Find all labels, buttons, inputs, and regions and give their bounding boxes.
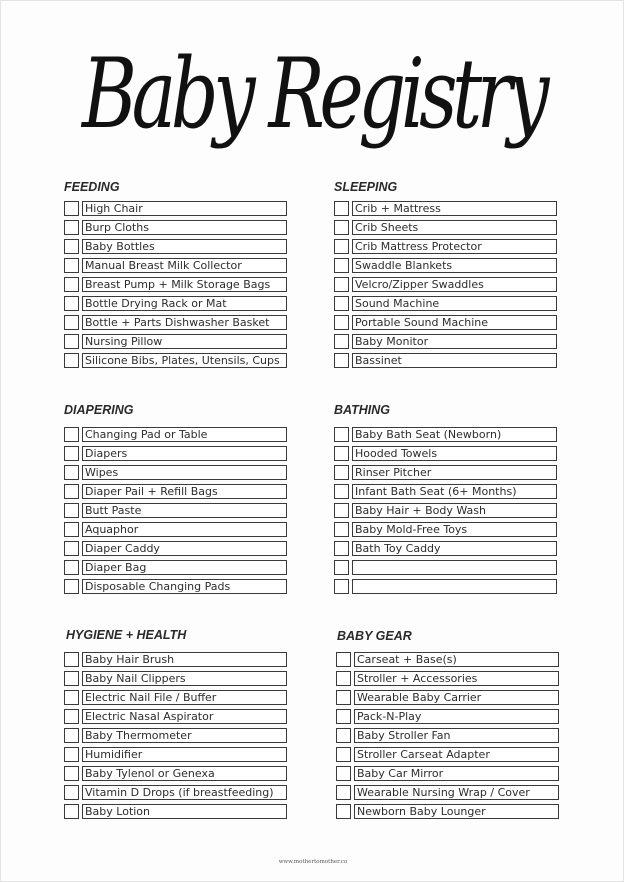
item-label-field[interactable]: Burp Cloths [82,220,287,235]
item-label-field[interactable]: Baby Stroller Fan [354,728,559,743]
list-item [64,427,304,442]
item-checkbox[interactable] [336,785,351,800]
item-label-field[interactable]: Newborn Baby Lounger [354,804,559,819]
item-checkbox[interactable] [334,258,349,273]
list-item [334,353,574,368]
list-item [64,652,304,667]
item-label-field[interactable]: Infant Bath Seat (6+ Months) [352,484,557,499]
item-label-field[interactable]: Electric Nasal Aspirator [82,709,287,724]
list-item [334,334,574,349]
list-item [64,315,304,330]
item-label-field[interactable]: Swaddle Blankets [352,258,557,273]
list-item [64,785,304,800]
list-item [334,315,574,330]
list-item [336,690,576,705]
item-label-field[interactable]: Baby Tylenol or Genexa [82,766,287,781]
item-label-field[interactable]: Changing Pad or Table [82,427,287,442]
item-checkbox[interactable] [334,484,349,499]
list-item [336,652,576,667]
list-item [64,201,304,216]
list-item [336,709,576,724]
item-label-field[interactable]: Nursing Pillow [82,334,287,349]
list-item [64,220,304,235]
item-label-field[interactable]: Butt Paste [82,503,287,518]
list-item [64,671,304,686]
section-title: FEEDING [64,180,120,194]
item-checkbox[interactable] [64,503,79,518]
item-checkbox[interactable] [64,296,79,311]
item-checkbox[interactable] [64,427,79,442]
item-checkbox[interactable] [64,728,79,743]
item-checkbox[interactable] [64,334,79,349]
list-item [64,334,304,349]
item-checkbox[interactable] [64,465,79,480]
item-label-field[interactable]: Carseat + Base(s) [354,652,559,667]
list-item [334,446,574,461]
item-label-field[interactable]: Diapers [82,446,287,461]
item-label-field[interactable]: Baby Bottles [82,239,287,254]
list-item [334,220,574,235]
item-checkbox[interactable] [64,804,79,819]
item-label-field[interactable]: Wearable Baby Carrier [354,690,559,705]
list-item [64,728,304,743]
section-title: HYGIENE + HEALTH [66,628,187,642]
item-label-field[interactable]: Diaper Bag [82,560,287,575]
item-label-field[interactable]: Baby Thermometer [82,728,287,743]
item-label-field[interactable]: Stroller + Accessories [354,671,559,686]
item-label-field[interactable]: Baby Hair Brush [82,652,287,667]
list-item [64,258,304,273]
list-item [64,747,304,762]
list-item [334,427,574,442]
item-checkbox[interactable] [334,427,349,442]
item-checkbox[interactable] [334,239,349,254]
list-item [64,522,304,537]
item-label-field[interactable]: Portable Sound Machine [352,315,557,330]
list-item [334,503,574,518]
item-label-field[interactable]: Diaper Pail + Refill Bags [82,484,287,499]
list-item [334,579,574,594]
item-label-field[interactable]: Manual Breast Milk Collector [82,258,287,273]
section-title: DIAPERING [64,403,134,417]
item-checkbox[interactable] [334,560,349,575]
item-checkbox[interactable] [336,652,351,667]
item-label-field[interactable]: Stroller Carseat Adapter [354,747,559,762]
list-item [64,353,304,368]
list-item [334,258,574,273]
item-checkbox[interactable] [334,296,349,311]
list-item [64,296,304,311]
item-label-field[interactable]: Wearable Nursing Wrap / Cover [354,785,559,800]
item-label-field[interactable]: Vitamin D Drops (if breastfeeding) [82,785,287,800]
item-label-field[interactable]: Velcro/Zipper Swaddles [352,277,557,292]
item-checkbox[interactable] [64,671,79,686]
item-checkbox[interactable] [64,560,79,575]
item-label-field[interactable]: Crib Sheets [352,220,557,235]
item-checkbox[interactable] [334,503,349,518]
item-label-field[interactable]: Baby Mold-Free Toys [352,522,557,537]
item-checkbox[interactable] [64,258,79,273]
list-item [336,747,576,762]
item-label-field[interactable]: Bassinet [352,353,557,368]
item-checkbox[interactable] [64,766,79,781]
item-label-field[interactable]: Baby Monitor [352,334,557,349]
section-diapering [64,402,304,593]
item-checkbox[interactable] [336,671,351,686]
item-checkbox[interactable] [334,353,349,368]
item-checkbox[interactable] [336,709,351,724]
item-label-field[interactable]: Pack-N-Play [354,709,559,724]
list-item [336,671,576,686]
section-bathing [334,402,574,555]
item-checkbox[interactable] [64,541,79,556]
item-checkbox[interactable] [64,353,79,368]
item-label-field[interactable]: Baby Hair + Body Wash [352,503,557,518]
item-label-field[interactable]: Electric Nail File / Buffer [82,690,287,705]
section-baby-gear [336,628,576,818]
item-label-field[interactable]: Bottle + Parts Dishwasher Basket [82,315,287,330]
item-checkbox[interactable] [64,579,79,594]
list-item [64,239,304,254]
list-item [336,766,576,781]
list-item [64,465,304,480]
item-checkbox[interactable] [336,804,351,819]
item-checkbox[interactable] [64,315,79,330]
list-item [336,785,576,800]
item-checkbox[interactable] [334,579,349,594]
item-label-field[interactable]: Breast Pump + Milk Storage Bags [82,277,287,292]
item-checkbox[interactable] [64,239,79,254]
list-item [334,522,574,537]
item-label-field[interactable]: Sound Machine [352,296,557,311]
item-checkbox[interactable] [334,446,349,461]
item-checkbox[interactable] [334,334,349,349]
item-label-field[interactable]: Silicone Bibs, Plates, Utensils, Cups [82,353,287,368]
list-item [334,296,574,311]
list-item [334,541,574,556]
section-feeding [64,179,304,367]
list-item [334,484,574,499]
page-title: Baby Registry [82,38,544,150]
item-label-field[interactable]: Wipes [82,465,287,480]
item-checkbox[interactable] [64,747,79,762]
list-item [64,541,304,556]
item-label-field[interactable] [352,579,557,594]
section-sleeping [334,179,574,367]
item-checkbox[interactable] [64,709,79,724]
item-label-field[interactable]: High Chair [82,201,287,216]
footer-url: www.mothertomother.co [278,859,348,865]
item-checkbox[interactable] [64,277,79,292]
item-checkbox[interactable] [336,747,351,762]
item-label-field[interactable]: Crib + Mattress [352,201,557,216]
item-checkbox[interactable] [64,522,79,537]
item-checkbox[interactable] [64,446,79,461]
list-item [334,560,574,575]
list-item [334,239,574,254]
item-checkbox[interactable] [334,315,349,330]
item-label-field[interactable]: Rinser Pitcher [352,465,557,480]
item-checkbox[interactable] [64,690,79,705]
section-title: BABY GEAR [337,629,412,643]
item-label-field[interactable]: Bath Toy Caddy [352,541,557,556]
item-checkbox[interactable] [334,220,349,235]
item-label-field[interactable]: Aquaphor [82,522,287,537]
item-label-field[interactable]: Crib Mattress Protector [352,239,557,254]
list-item [64,446,304,461]
item-label-field[interactable] [352,560,557,575]
item-checkbox[interactable] [334,277,349,292]
list-item [336,728,576,743]
section-title: SLEEPING [334,180,398,194]
list-item [334,277,574,292]
item-checkbox[interactable] [334,522,349,537]
list-item [64,579,304,594]
item-label-field[interactable]: Baby Lotion [82,804,287,819]
list-item [64,484,304,499]
item-checkbox[interactable] [334,201,349,216]
item-label-field[interactable]: Humidifier [82,747,287,762]
item-label-field[interactable]: Hooded Towels [352,446,557,461]
list-item [64,277,304,292]
list-item [64,560,304,575]
list-item [64,766,304,781]
item-checkbox[interactable] [336,766,351,781]
list-item [334,201,574,216]
item-label-field[interactable]: Bottle Drying Rack or Mat [82,296,287,311]
item-checkbox[interactable] [334,541,349,556]
section-title: BATHING [334,403,391,417]
section-hygiene-health [64,627,304,818]
item-label-field[interactable]: Baby Car Mirror [354,766,559,781]
item-checkbox[interactable] [336,690,351,705]
item-checkbox[interactable] [64,201,79,216]
list-item [64,709,304,724]
item-label-field[interactable]: Disposable Changing Pads [82,579,287,594]
item-checkbox[interactable] [64,785,79,800]
item-label-field[interactable]: Diaper Caddy [82,541,287,556]
list-item [64,503,304,518]
item-checkbox[interactable] [64,220,79,235]
item-checkbox[interactable] [334,465,349,480]
list-item [64,804,304,819]
item-checkbox[interactable] [64,484,79,499]
item-checkbox[interactable] [64,652,79,667]
item-checkbox[interactable] [336,728,351,743]
item-label-field[interactable]: Baby Nail Clippers [82,671,287,686]
list-item [334,465,574,480]
item-label-field[interactable]: Baby Bath Seat (Newborn) [352,427,557,442]
list-item [64,690,304,705]
list-item [336,804,576,819]
